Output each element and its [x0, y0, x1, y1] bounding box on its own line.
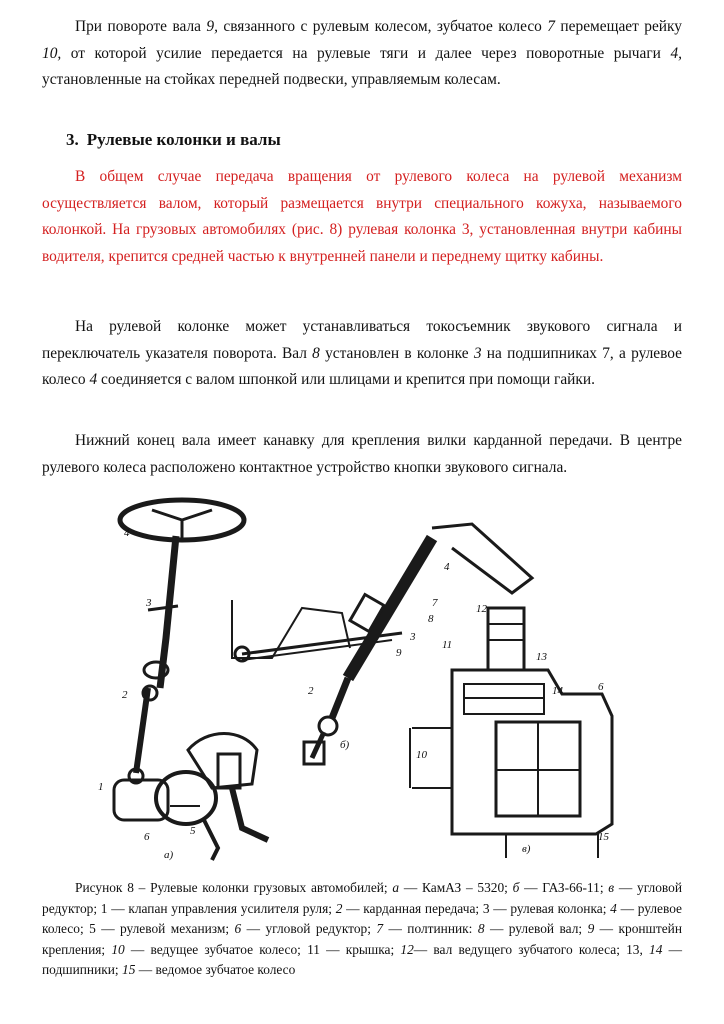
caption-run: — КамАЗ – 5320; — [399, 880, 513, 895]
label-variant-b: б) — [340, 739, 350, 751]
caption-run: — ведомое зубчатое колесо — [135, 962, 296, 977]
section-number: 3. — [66, 130, 79, 149]
paragraph-steering-rack — [42, 14, 682, 94]
caption-run: — вал ведущего зубчатого колеса; 13, — [413, 941, 650, 957]
text-run: соединяется с валом шпонкой или шлицами и крепится при помощи гайки. — [97, 371, 595, 388]
label-variant-v: в) — [522, 843, 531, 855]
caption-run: — угловой редуктор; — [241, 921, 377, 936]
label-b7: 7 — [432, 597, 438, 609]
caption-italic: 12 — [400, 941, 414, 957]
caption-run: — полтинник: — [383, 921, 478, 936]
caption-run: — рулевое колесо; 5 — рулевой механизм; — [42, 900, 682, 936]
label-v6: 6 — [598, 681, 604, 693]
text-run: установленные на стойках передней подвески, управляемым колесам. — [42, 71, 501, 88]
caption-italic: 2 — [335, 900, 343, 916]
italic-ref: 8 — [312, 344, 320, 362]
figure-illustration — [92, 488, 632, 868]
label-v13: 13 — [536, 651, 547, 663]
steering-column-a — [160, 536, 176, 688]
figure-caption — [42, 878, 682, 981]
caption-italic: 6 — [234, 921, 242, 936]
cab-panel-b — [232, 600, 350, 658]
caption-italic: 9 — [587, 921, 595, 936]
label-a6: 6 — [144, 831, 150, 843]
caption-italic: 15 — [122, 962, 136, 977]
caption-italic: в — [608, 880, 615, 895]
caption-run: — карданная передача; 3 — рулевая колонка; — [342, 900, 611, 916]
label-b4: 4 — [444, 561, 450, 573]
italic-ref: 7 — [547, 18, 555, 35]
italic-ref: 4, — [670, 44, 682, 62]
section-title: Рулевые колонки и валы — [86, 130, 281, 149]
text-run: перемещает рейку — [555, 18, 682, 35]
caption-italic: 4 — [610, 900, 617, 916]
caption-italic: 14 — [649, 941, 663, 957]
italic-ref: 9, — [206, 18, 218, 35]
text-run: на подшипниках 7, а рулевое колесо — [42, 344, 682, 388]
caption-run: — угловой редуктор; 1 — клапан управления усилителя руля; — [42, 880, 682, 916]
italic-ref: 4 — [89, 371, 98, 388]
caption-italic: а — [392, 880, 400, 895]
label-a1: 1 — [98, 781, 104, 793]
label-v14: 14 — [552, 685, 563, 697]
label-variant-a: а) — [164, 849, 174, 861]
text-run: установлен в колонке — [319, 344, 474, 362]
text-run: от которой усилие передается на рулевые тяги и далее через поворотные рычаги — [61, 44, 671, 62]
text-run: На рулевой колонке может устанавливаться токосъемник звукового сигнала и переключатель указателя поворота. Вал — [42, 318, 682, 362]
paragraph-column-details — [42, 314, 682, 394]
cardan-shaft-a — [136, 688, 148, 773]
label-b2: 2 — [308, 685, 314, 697]
caption-run: — рулевой вал; — [484, 921, 588, 936]
steering-column-b — [348, 538, 432, 678]
section-heading — [66, 130, 281, 150]
figure-steering-columns — [92, 488, 632, 868]
label-b8: 8 — [428, 613, 434, 625]
label-a3: 3 — [146, 597, 152, 609]
caption-run: — ГАЗ-66-11; — [519, 880, 609, 895]
caption-italic: 8 — [477, 921, 485, 936]
italic-ref: 3 — [473, 344, 482, 362]
label-b9: 9 — [396, 647, 402, 659]
label-b3: 3 — [410, 631, 416, 643]
text-run: При повороте вала — [75, 18, 207, 35]
text-run: связанного с рулевым колесом, зубчатое колесо — [217, 18, 548, 35]
caption-run: Рисунок 8 – Рулевые колонки грузовых автомобилей; — [75, 880, 393, 895]
steering-wheel-b — [432, 524, 532, 593]
caption-run: — ведущее зубчатое колесо; 11 — крышка; — [124, 941, 401, 957]
caption-italic: б — [512, 880, 520, 895]
gearbox-housing-v — [452, 670, 612, 834]
paragraph-red-general: В общем случае передача вращения от рулевого колеса на рулевой механизм осуществляется валом, который размещается внутри специального кожуха, называемого колонкой. На грузовых автомобилях (рис. 8) рулевая колонка 3, установленная внутри кабины водителя, крепится средней частью к внутренней панели и переднему щитку кабины. — [42, 168, 682, 265]
caption-italic: 7 — [376, 921, 384, 936]
label-v10: 10 — [416, 749, 427, 761]
caption-run: — подшипники; — [42, 941, 682, 977]
label-v11: 11 — [442, 639, 453, 651]
label-v12: 12 — [476, 603, 487, 615]
paragraph-shaft-end: Нижний конец вала имеет канавку для крепления вилки карданной передачи. В центре рулевого колеса расположено контактное устройство кнопки звукового сигнала. — [42, 432, 682, 476]
label-a4: 4 — [124, 527, 130, 539]
label-a2: 2 — [122, 689, 128, 701]
label-v15: 15 — [598, 831, 609, 843]
label-a5: 5 — [190, 825, 196, 837]
caption-italic: 10 — [111, 941, 125, 957]
caption-run: — кронштейн крепления; — [42, 921, 682, 957]
italic-ref: 10, — [42, 44, 62, 62]
